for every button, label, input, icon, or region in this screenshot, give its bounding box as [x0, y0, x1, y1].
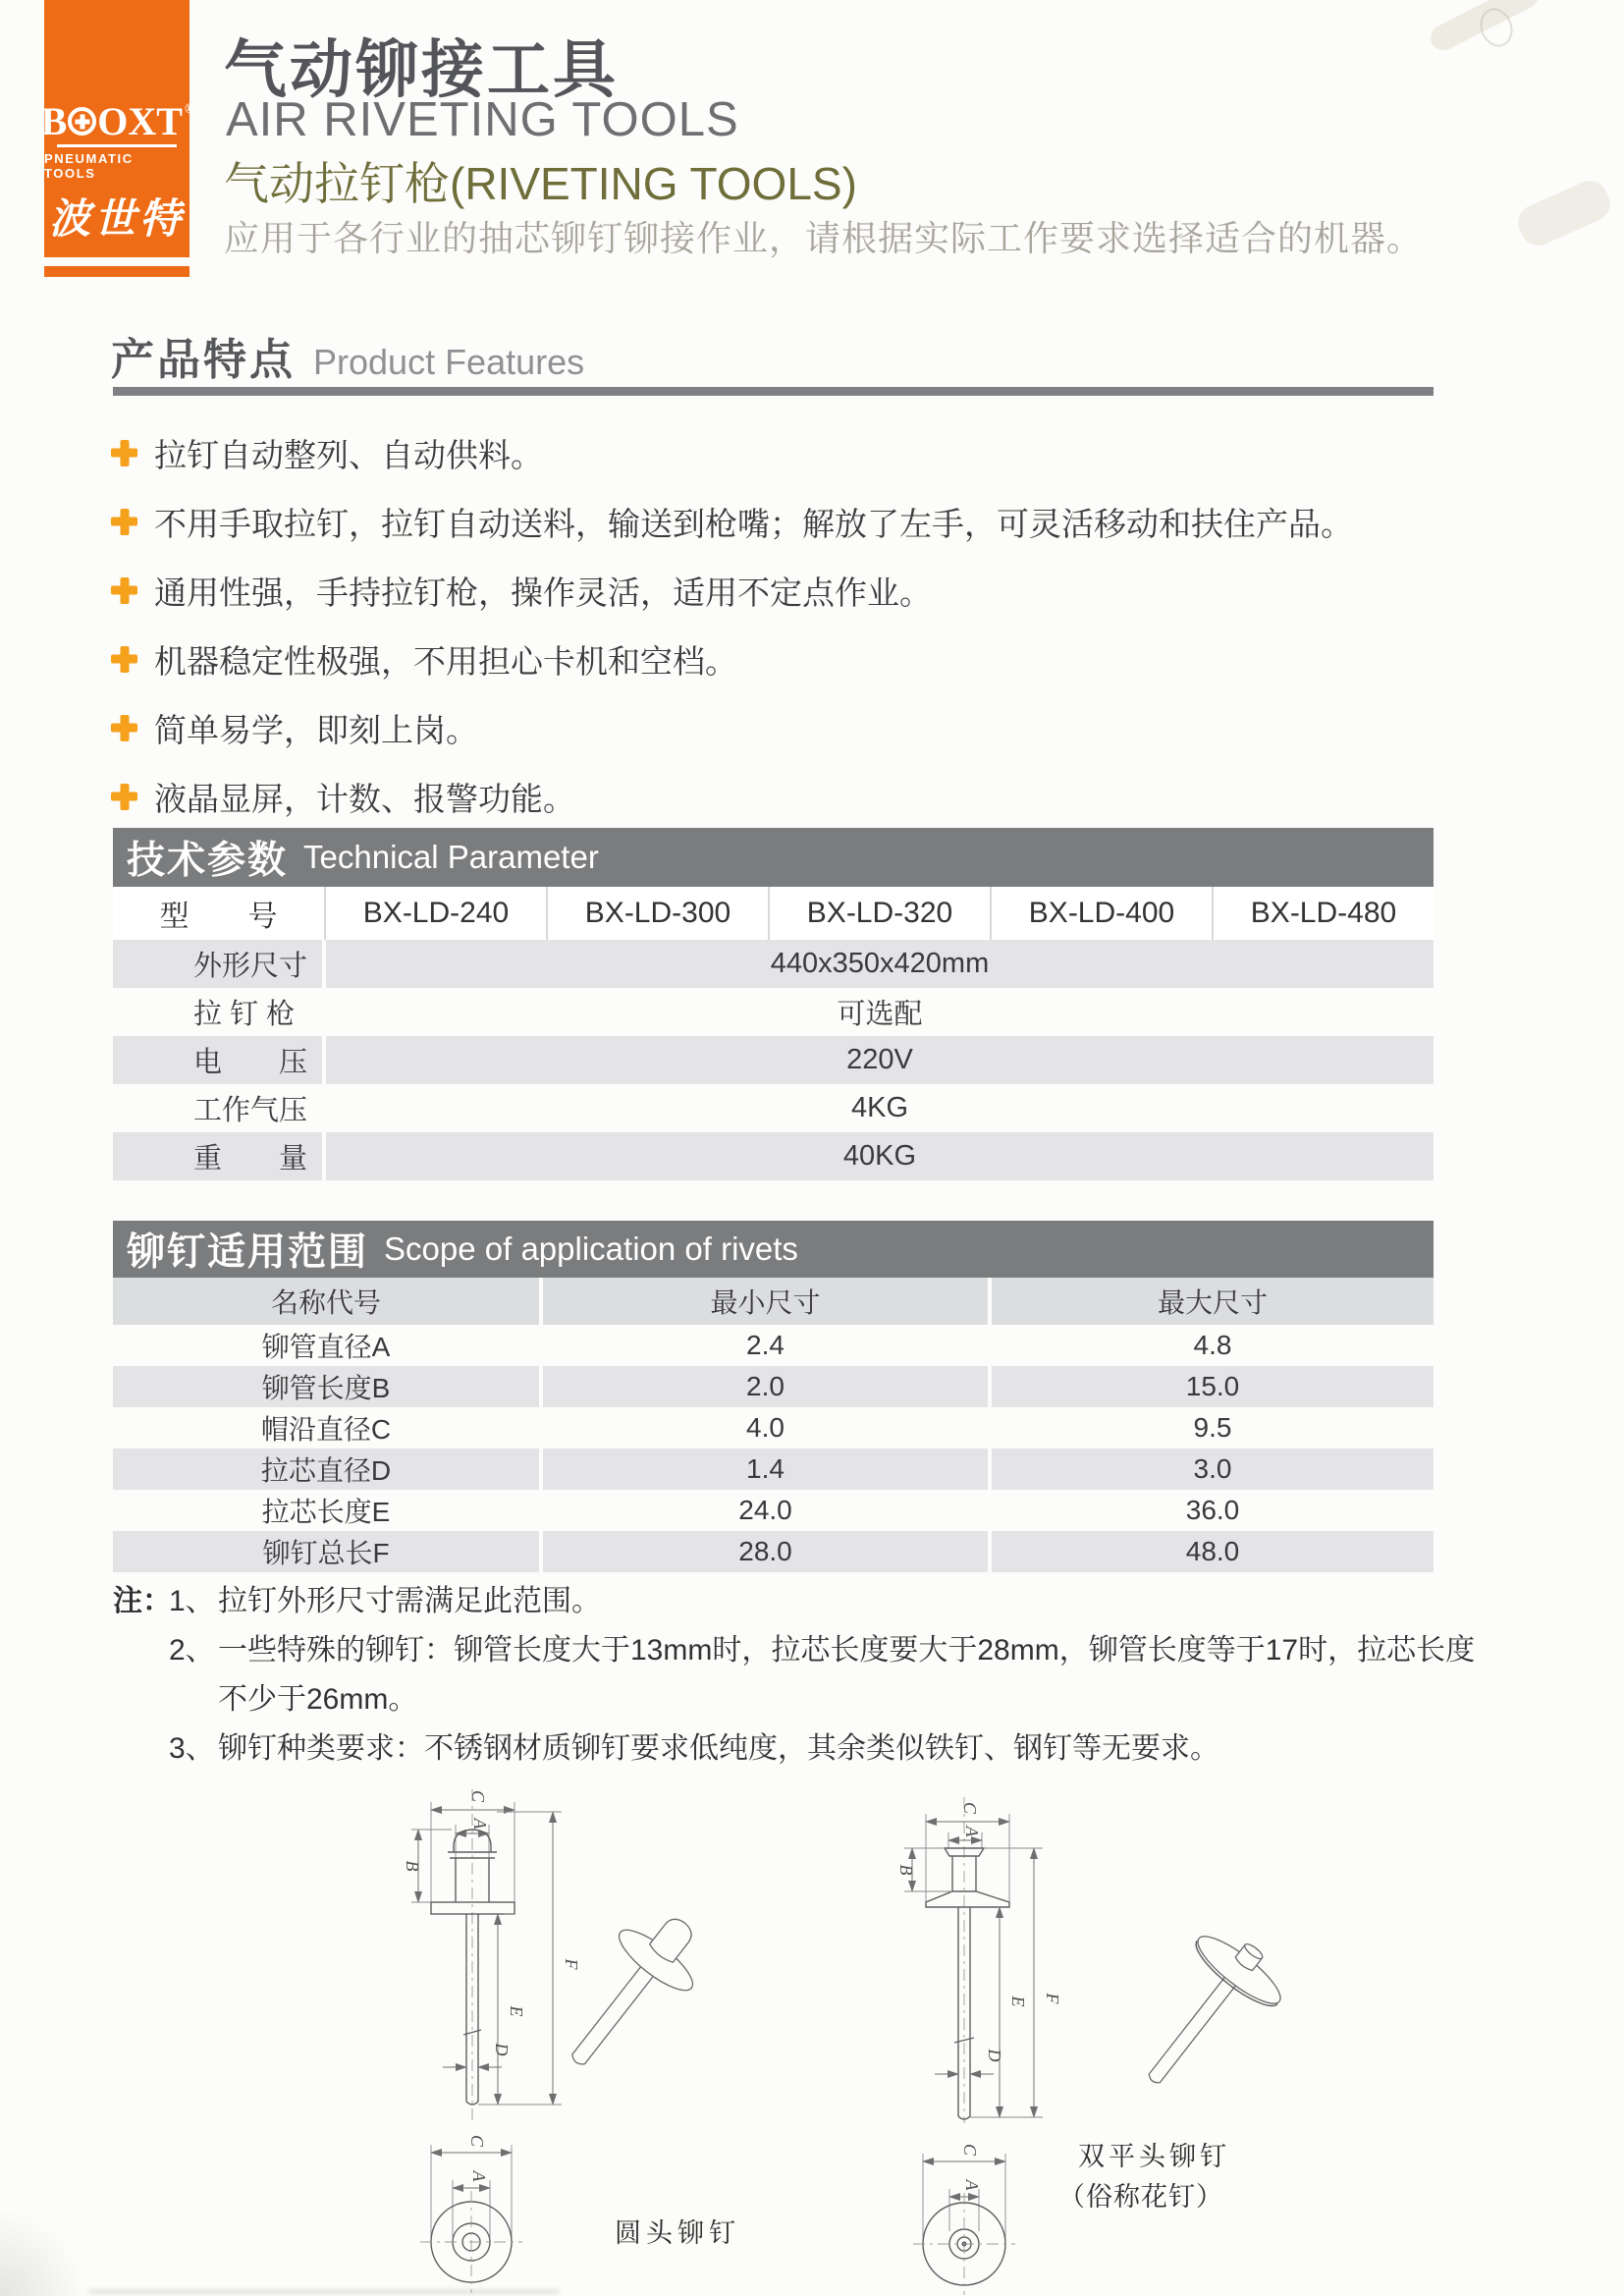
dim-label-a: A: [469, 2170, 489, 2182]
brand-wordmark: [40, 99, 195, 143]
scope-name: 拉芯长度E: [261, 1497, 391, 1527]
scope-max: 36.0: [1185, 1495, 1240, 1525]
table-row: [113, 1325, 1434, 1366]
row-value: 4KG: [850, 1092, 909, 1123]
registered-mark: ®: [184, 102, 195, 117]
plus-icon: [111, 715, 137, 741]
dim-label-b: B: [896, 1864, 916, 1876]
scope-min: 24.0: [738, 1495, 792, 1525]
page-title-english: AIR RIVETING TOOLS: [226, 93, 739, 146]
left-drawing-caption: 圆头铆钉: [615, 2218, 740, 2249]
features-list: [111, 418, 1353, 831]
rivet-scope-table: [113, 1278, 1434, 1572]
features-heading: [111, 324, 584, 387]
note-text: 拉钉外形尺寸需满足此范围。: [218, 1585, 601, 1617]
plus-icon: [111, 577, 137, 604]
scope-name: 帽沿直径C: [260, 1414, 392, 1445]
feature-text: 不用手取拉钉，拉钉自动送料，输送到枪嘴；解放了左手，可灵活移动和扶住产品。: [154, 505, 1353, 542]
scope-name: 铆钉总长F: [113, 1531, 539, 1572]
scan-ghost-artifact: [1513, 175, 1616, 250]
feature-item: [111, 693, 1353, 762]
feature-text: 简单易学，即刻上岗。: [154, 711, 478, 748]
rivet-scope-heading-cn: 铆钉适用范围: [127, 1231, 369, 1274]
note-item: [169, 1626, 1496, 1724]
row-value: 可选配: [837, 999, 923, 1030]
dim-label-a: A: [470, 1818, 490, 1830]
dim-label-a: A: [962, 1826, 982, 1837]
tech-params-section-bar: [113, 828, 1434, 887]
dim-label-f: F: [1043, 1993, 1062, 2004]
dim-label-e: E: [507, 2005, 526, 2017]
tech-col-model: BX-LD-480: [1212, 887, 1434, 940]
scope-min: 1.4: [543, 1449, 988, 1490]
note-text: 铆钉种类要求：不锈钢材质铆钉要求低纯度，其余类似铁钉、钢钉等无要求。: [218, 1732, 1219, 1765]
scope-max: 15.0: [992, 1366, 1434, 1407]
table-row: [113, 1490, 1434, 1531]
feature-item: [111, 556, 1353, 625]
scope-min: 2.0: [543, 1366, 988, 1407]
right-caption-line2: （俗称花钉）: [1058, 2182, 1223, 2213]
table-row: [113, 1132, 1434, 1180]
feature-text: 拉钉自动整列、自动供料。: [154, 436, 543, 473]
feature-item: [111, 762, 1353, 831]
page-description: 应用于各行业的抽芯铆钉铆接作业，请根据实际工作要求选择适合的机器。: [224, 218, 1424, 258]
dim-label-c: C: [960, 1801, 980, 1815]
dim-label-c: C: [468, 1789, 488, 1803]
dim-label-c: C: [467, 2134, 487, 2148]
scope-col-header: 最大尺寸: [992, 1278, 1434, 1325]
row-label: 工作气压: [193, 1095, 308, 1126]
tech-params-heading-en: Technical Parameter: [303, 839, 599, 875]
table-row: [113, 1531, 1434, 1572]
scope-table-header-row: [113, 1278, 1434, 1325]
plus-icon: [111, 440, 137, 466]
left-rivet-bottom-view: [420, 2135, 522, 2293]
table-row: [113, 1407, 1434, 1449]
feature-text: 通用性强，手持拉钉枪，操作灵活，适用不定点作业。: [154, 574, 932, 611]
page-title: 气动铆接工具: [224, 34, 619, 105]
feature-item: [111, 418, 1353, 487]
dim-label-a: A: [962, 2179, 982, 2191]
brand-chinese-name: 波世特: [48, 194, 185, 243]
scope-max: 4.8: [1193, 1330, 1232, 1360]
brand-logo: [40, 0, 195, 257]
feature-text: 液晶显屏，计数、报警功能。: [154, 780, 575, 817]
dim-label-b: B: [403, 1860, 422, 1872]
row-label: 重 量: [113, 1132, 322, 1180]
table-row: [113, 940, 1434, 988]
tech-col-model: BX-LD-300: [546, 887, 768, 940]
brand-subtitle: PNEUMATIC TOOLS: [44, 151, 134, 181]
rivet-technical-drawings: [0, 1777, 1624, 2296]
dim-label-d: D: [985, 2049, 1004, 2062]
row-value: 40KG: [326, 1132, 1434, 1180]
rivet-scope-heading-en: Scope of application of rivets: [384, 1230, 798, 1267]
tech-col-model-label: 型 号: [159, 901, 278, 933]
row-value: 220V: [326, 1036, 1434, 1084]
features-divider: [113, 387, 1434, 396]
scope-name: 铆管长度B: [113, 1366, 539, 1407]
scope-col-header: 名称代号: [113, 1278, 539, 1325]
row-label: 拉 钉 枪: [193, 999, 296, 1030]
left-rivet-front-view: [403, 1789, 581, 2121]
tech-params-heading-cn: 技术参数: [127, 840, 289, 882]
brand-wordmark-b: B: [40, 99, 68, 143]
note-number: 3、: [169, 1732, 215, 1765]
feature-item: [111, 487, 1353, 556]
tech-col-model: BX-LD-320: [768, 887, 990, 940]
note-number: 1、: [169, 1585, 215, 1617]
plus-icon: [111, 784, 137, 810]
plus-icon: [111, 646, 137, 673]
dim-label-c: C: [960, 2143, 980, 2157]
rivet-scope-section-bar: [113, 1221, 1434, 1278]
dim-label-d: D: [492, 2043, 512, 2056]
dim-label-f: F: [562, 1958, 581, 1970]
scope-min: 2.4: [746, 1330, 785, 1360]
features-heading-cn: 产品特点: [111, 336, 296, 384]
feature-item: [111, 625, 1353, 693]
logo-cross-circle-icon: [68, 107, 96, 136]
right-rivet-bottom-view: [913, 2144, 1015, 2295]
page-subtitle: 气动拉钉枪(RIVETING TOOLS): [224, 158, 857, 209]
table-row: [113, 1036, 1434, 1084]
feature-text: 机器稳定性极强，不用担心卡机和空档。: [154, 642, 737, 680]
scope-max: 3.0: [992, 1449, 1434, 1490]
scope-col-header: 最小尺寸: [543, 1278, 988, 1325]
notes-list: [169, 1577, 1496, 1774]
right-caption-line1: 双平头铆钉: [1078, 2142, 1230, 2172]
logo-underline-stripe: [44, 266, 189, 277]
scope-min: 4.0: [746, 1412, 785, 1443]
logo-divider: [57, 144, 177, 147]
table-row: [113, 1366, 1434, 1407]
scope-min: 28.0: [543, 1531, 988, 1572]
left-rivet-3d-view: [540, 1895, 720, 2090]
scope-max: 9.5: [1193, 1412, 1232, 1443]
dim-label-e: E: [1008, 1995, 1028, 2007]
note-number: 2、: [169, 1634, 215, 1667]
table-row: [113, 1084, 1434, 1132]
plus-icon: [111, 509, 137, 535]
scope-name: 铆管直径A: [261, 1332, 391, 1362]
right-drawing-caption: [1058, 2137, 1230, 2217]
features-heading-en: Product Features: [313, 342, 585, 382]
row-label: 外形尺寸: [113, 940, 322, 988]
table-row: [113, 988, 1434, 1036]
tech-table-header-row: [113, 887, 1434, 940]
note-item: [169, 1724, 1496, 1774]
scope-name: 拉芯直径D: [113, 1449, 539, 1490]
right-rivet-3d-view: [1112, 1917, 1297, 2112]
tech-params-table: [113, 887, 1434, 1180]
scope-max: 48.0: [992, 1531, 1434, 1572]
brand-wordmark-oxt: OXT: [97, 99, 183, 143]
note-text: 一些特殊的铆钉：铆管长度大于13mm时，拉芯长度要大于28mm，铆管长度等于17时，拉芯长度不少于26mm。: [218, 1634, 1476, 1716]
tech-col-model: BX-LD-400: [990, 887, 1212, 940]
notes-prefix: 注：: [113, 1585, 172, 1617]
row-value: 440x350x420mm: [326, 940, 1434, 988]
row-label: 电 压: [113, 1036, 322, 1084]
note-item: [169, 1577, 1496, 1626]
right-rivet-front-view: [896, 1797, 1062, 2123]
tech-col-model: BX-LD-240: [324, 887, 546, 940]
table-row: [113, 1449, 1434, 1490]
